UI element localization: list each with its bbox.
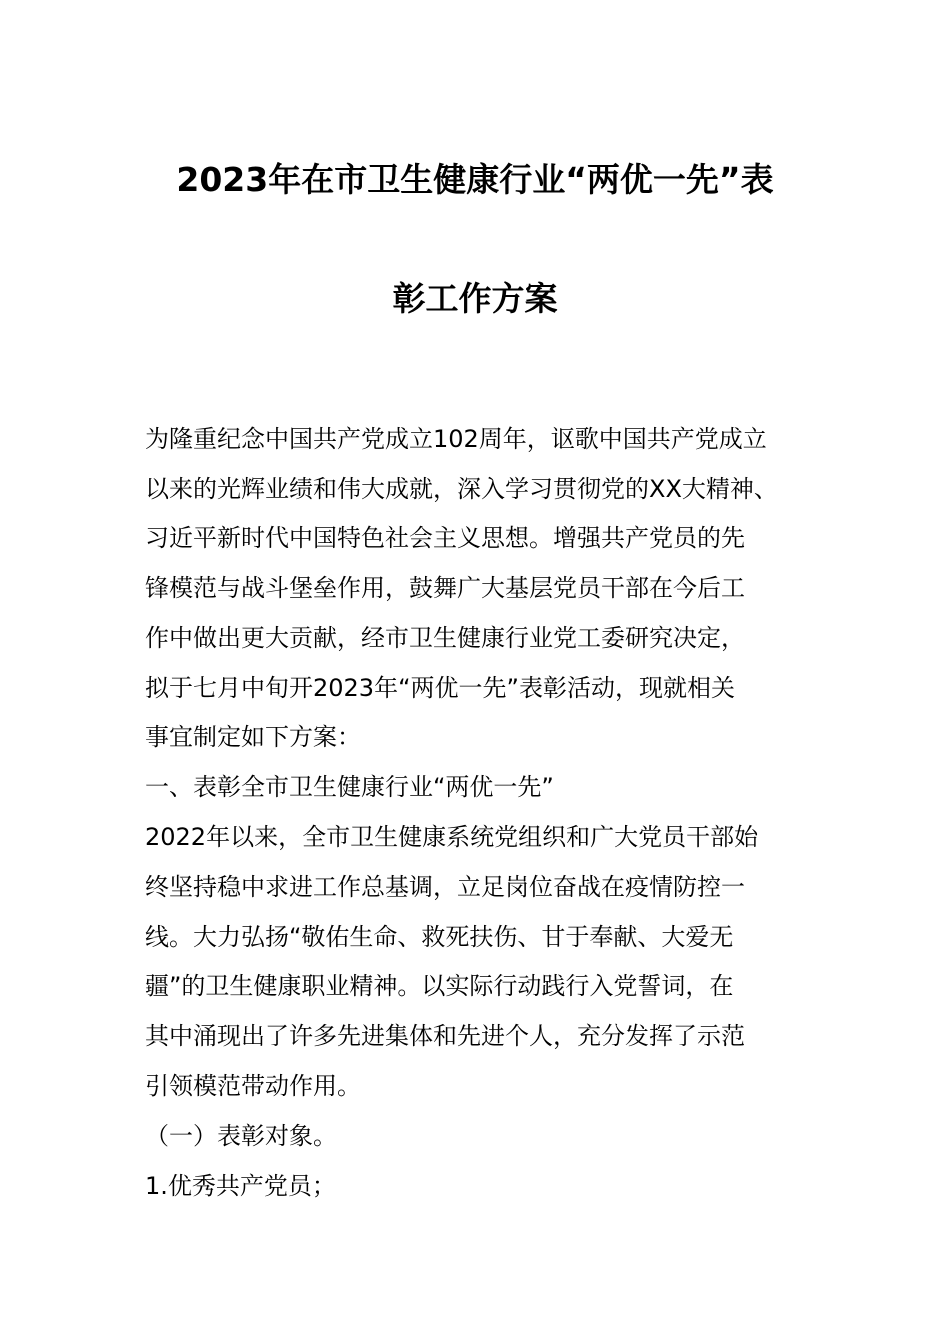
body-line: 其中涌现出了许多先进集体和先进个人，充分发挥了示范 bbox=[145, 1022, 745, 1050]
body-line: 线。大力弘扬“敬佑生命、救死扶伤、甘于奉献、大爱无 bbox=[145, 923, 734, 951]
body-line: 拟于七月中旬开2023年“两优一先”表彰活动，现就相关 bbox=[145, 674, 735, 702]
body-line: 事宜制定如下方案： bbox=[145, 723, 361, 751]
document-title-line-1: 2023年在市卫生健康行业“两优一先”表 bbox=[176, 160, 774, 199]
body-line: 作中做出更大贡献，经市卫生健康行业党工委研究决定， bbox=[145, 624, 745, 652]
body-line: 引领模范带动作用。 bbox=[145, 1072, 361, 1100]
body-line: 疆”的卫生健康职业精神。以实际行动践行入党誓词，在 bbox=[145, 972, 734, 1000]
document-title-line-2: 彰工作方案 bbox=[392, 279, 558, 318]
section-heading: 一、表彰全市卫生健康行业“两优一先” bbox=[145, 773, 554, 801]
body-line: 以来的光辉业绩和伟大成就，深入学习贯彻党的XX大精神、 bbox=[145, 475, 778, 503]
subsection-heading: （一）表彰对象。 bbox=[145, 1122, 337, 1150]
body-line: 为隆重纪念中国共产党成立102周年，讴歌中国共产党成立 bbox=[145, 425, 767, 453]
body-line: 2022年以来，全市卫生健康系统党组织和广大党员干部始 bbox=[145, 823, 759, 851]
body-line: 终坚持稳中求进工作总基调，立足岗位奋战在疫情防控一 bbox=[145, 873, 745, 901]
list-item: 1.优秀共产党员； bbox=[145, 1172, 336, 1200]
body-line: 习近平新时代中国特色社会主义思想。增强共产党员的先 bbox=[145, 524, 745, 552]
body-line: 锋模范与战斗堡垒作用，鼓舞广大基层党员干部在今后工 bbox=[145, 574, 745, 602]
